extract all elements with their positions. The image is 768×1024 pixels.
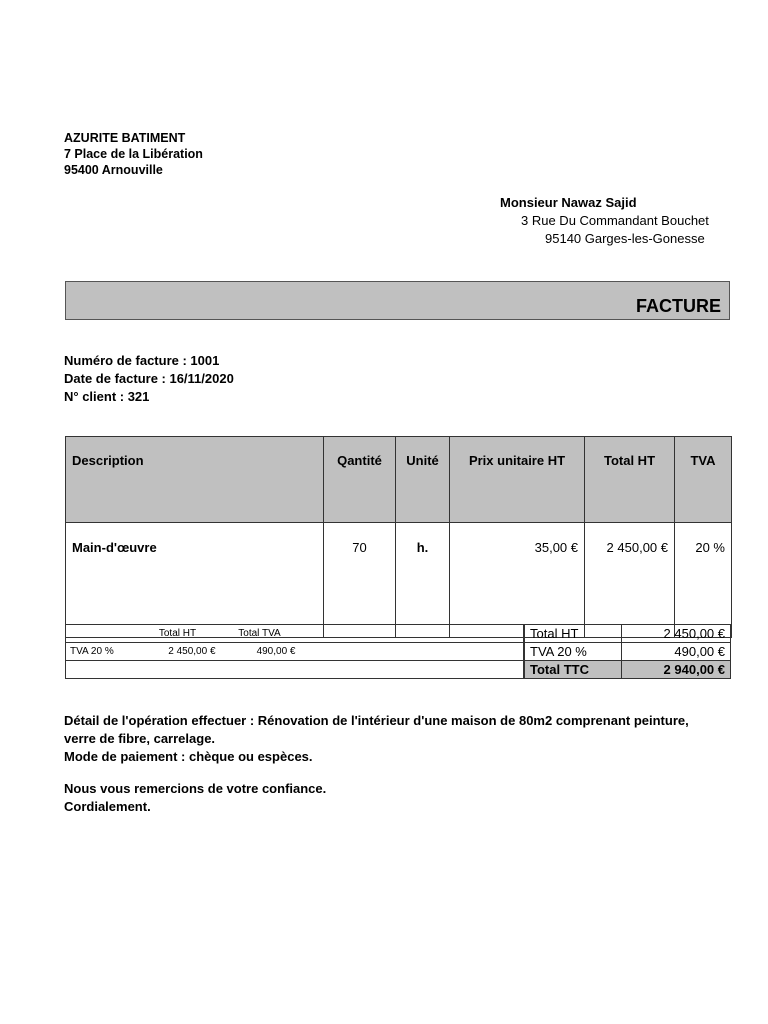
tva-summary-blank <box>66 661 136 679</box>
items-table <box>65 436 732 638</box>
totals-table <box>524 624 731 679</box>
totals-tva-value: 490,00 € <box>622 643 731 661</box>
totals-row-ttc <box>525 661 731 679</box>
tva-summary-blank <box>300 643 524 661</box>
totals-tva-label: TVA 20 % <box>525 643 622 661</box>
operation-details <box>64 712 704 766</box>
tva-summary-blank <box>300 661 524 679</box>
header-total-ht: Total HT <box>585 437 675 523</box>
tva-header-total-ht: Total HT <box>136 625 220 643</box>
document-title: FACTURE <box>636 296 721 316</box>
header-quantity: Qantité <box>324 437 396 523</box>
tva-row-label: TVA 20 % <box>66 643 136 661</box>
sender-address-line1: 7 Place de la Libération <box>64 147 203 161</box>
closing-thanks: Nous vous remercions de votre confiance. <box>64 781 327 796</box>
closing-block <box>64 780 326 816</box>
document-title-bar <box>65 281 730 320</box>
totals-ht-label: Total HT <box>525 625 622 643</box>
cell-description: Main-d'œuvre <box>66 523 324 638</box>
tva-summary-table <box>65 624 524 679</box>
tva-summary-row <box>66 643 524 661</box>
client-number: N° client : 321 <box>64 389 150 404</box>
cell-total-ht: 2 450,00 € <box>585 523 675 638</box>
recipient-address-line1: 3 Rue Du Commandant Bouchet <box>521 213 709 228</box>
header-description: Description <box>66 437 324 523</box>
header-unit: Unité <box>396 437 450 523</box>
invoice-meta <box>64 352 234 406</box>
tva-summary-blank <box>300 625 524 643</box>
sender-block <box>64 130 203 178</box>
cell-quantity: 70 <box>324 523 396 638</box>
totals-ttc-value: 2 940,00 € <box>622 661 731 679</box>
tva-header-total-tva: Total TVA <box>220 625 300 643</box>
tva-summary-header-row <box>66 625 524 643</box>
items-header-row <box>66 437 732 523</box>
totals-ttc-label: Total TTC <box>525 661 622 679</box>
tva-summary-blank <box>66 625 136 643</box>
invoice-number: Numéro de facture : 1001 <box>64 353 220 368</box>
sender-name: AZURITE BATIMENT <box>64 131 186 145</box>
header-unit-price: Prix unitaire HT <box>450 437 585 523</box>
operation-description: Détail de l'opération effectuer : Rénovation de l'intérieur d'une maison de 80m2 comprenant peinture, verre de fibre, carrelage. <box>64 713 689 746</box>
totals-ht-value: 2 450,00 € <box>622 625 731 643</box>
tva-summary-blank <box>136 661 220 679</box>
invoice-date: Date de facture : 16/11/2020 <box>64 371 234 386</box>
payment-method: Mode de paiement : chèque ou espèces. <box>64 749 313 764</box>
tva-summary-blank <box>220 661 300 679</box>
closing-regards: Cordialement. <box>64 799 151 814</box>
recipient-address-line2: 95140 Garges-les-Gonesse <box>545 231 705 246</box>
totals-row-tva <box>525 643 731 661</box>
cell-unit-price: 35,00 € <box>450 523 585 638</box>
tva-summary-empty-row <box>66 661 524 679</box>
tva-row-total-ht: 2 450,00 € <box>136 643 220 661</box>
recipient-name: Monsieur Nawaz Sajid <box>500 195 637 210</box>
totals-row-ht <box>525 625 731 643</box>
cell-unit: h. <box>396 523 450 638</box>
sender-address-line2: 95400 Arnouville <box>64 163 163 177</box>
tva-row-total-tva: 490,00 € <box>220 643 300 661</box>
cell-tva: 20 % <box>675 523 732 638</box>
table-row <box>66 523 732 638</box>
header-tva: TVA <box>675 437 732 523</box>
